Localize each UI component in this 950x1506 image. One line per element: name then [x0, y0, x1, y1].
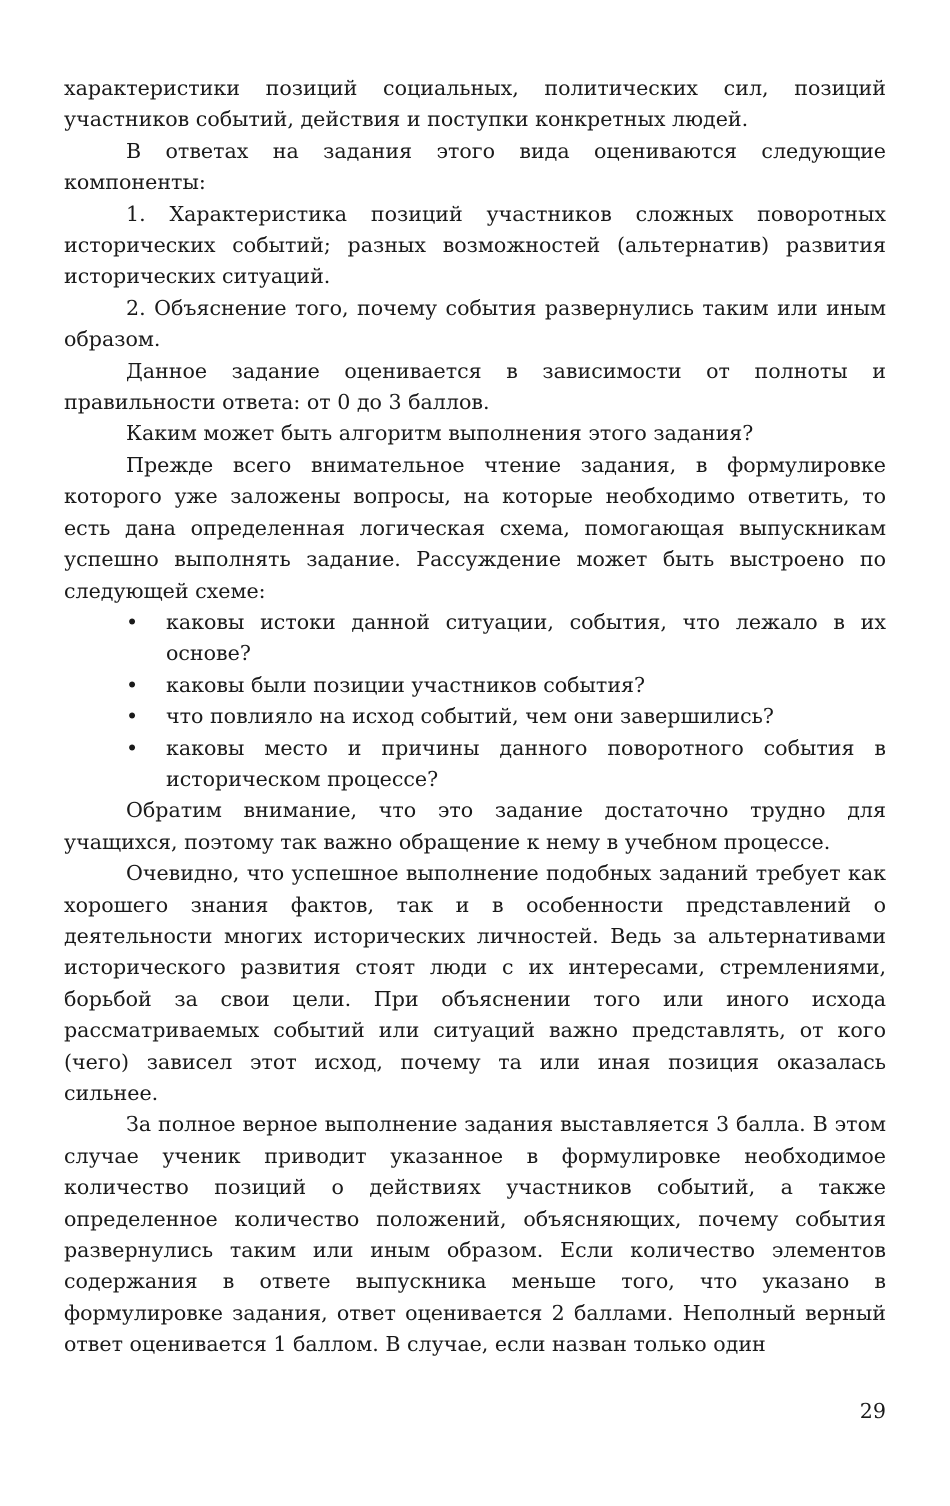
paragraph: Каким может быть алгоритм выполнения этого задания?	[126, 421, 754, 446]
paragraph: Данное задание оценивается в зависимости от полноты и правильности ответа: от 0 до 3 баллов.	[64, 358, 886, 415]
paragraph: За полное верное выполнение задания выставляется 3 балла. В этом случае ученик приводит указанное в формулировке необходимое количество позиций о действиях участников событий, а также определенное количество положений, объясняющих, почему события развернулись таким или иным образом. Если количество элементов содержания в ответе выпускника меньше того, что указано в формулировке задания, ответ оценивается 2 баллами. Неполный верный ответ оценивается 1 баллом. В случае, если назван только один	[64, 1112, 886, 1357]
bullet-icon: •	[126, 672, 139, 697]
paragraph: Обратим внимание, что это задание достаточно трудно для учащихся, поэтому так важно обращение к нему в учебном процессе.	[64, 798, 886, 854]
paragraph: В ответах на задания этого вида оцениваются следующие компоненты:	[64, 138, 886, 195]
bullet-list	[64, 607, 886, 795]
paragraph: Прежде всего внимательное чтение задания, в формулировке которого уже заложены вопросы, на которые необходимо ответить, то есть дана определенная логическая схема, помогающая выпускникам успешно выполнять задание. Рассуждение может быть выстроено по следующей схеме:	[64, 452, 886, 603]
page-body	[64, 73, 886, 1361]
paragraph: 2. Объяснение того, почему события развернулись таким или иным образом.	[64, 295, 886, 352]
list-item	[64, 607, 886, 670]
paragraph: 1. Характеристика позиций участников сложных поворотных исторических событий; разных возможностей (альтернатив) развития исторических ситуаций.	[64, 201, 886, 289]
bullet-icon: •	[126, 609, 139, 634]
list-item-text: каковы были позиции участников события?	[166, 672, 646, 697]
paragraph: характеристики позиций социальных, политических сил, позиций участников событий, действия и поступки конкретных людей.	[64, 76, 886, 132]
list-item-text: что повлияло на исход событий, чем они завершились?	[166, 704, 774, 729]
list-item	[64, 701, 886, 732]
bullet-icon: •	[126, 704, 139, 729]
page-number: 29	[859, 1399, 886, 1423]
list-item-text: каковы истоки данной ситуации, события, что лежало в их основе?	[166, 609, 886, 666]
list-item	[64, 733, 886, 796]
bullet-icon: •	[126, 735, 139, 760]
list-item-text: каковы место и причины данного поворотного события в историческом процессе?	[166, 735, 886, 791]
paragraph: Очевидно, что успешное выполнение подобных заданий требует как хорошего знания фактов, так и в особенности представлений о деятельности многих исторических личностей. Ведь за альтернативами исторического развития стоят люди с их интересами, стремлениями, борьбой за свои цели. При объяснении того или иного исхода рассматриваемых событий или ситуаций важно представлять, от кого (чего) зависел этот исход, почему та или иная позиция оказалась сильнее.	[64, 861, 886, 1105]
list-item	[64, 670, 886, 701]
